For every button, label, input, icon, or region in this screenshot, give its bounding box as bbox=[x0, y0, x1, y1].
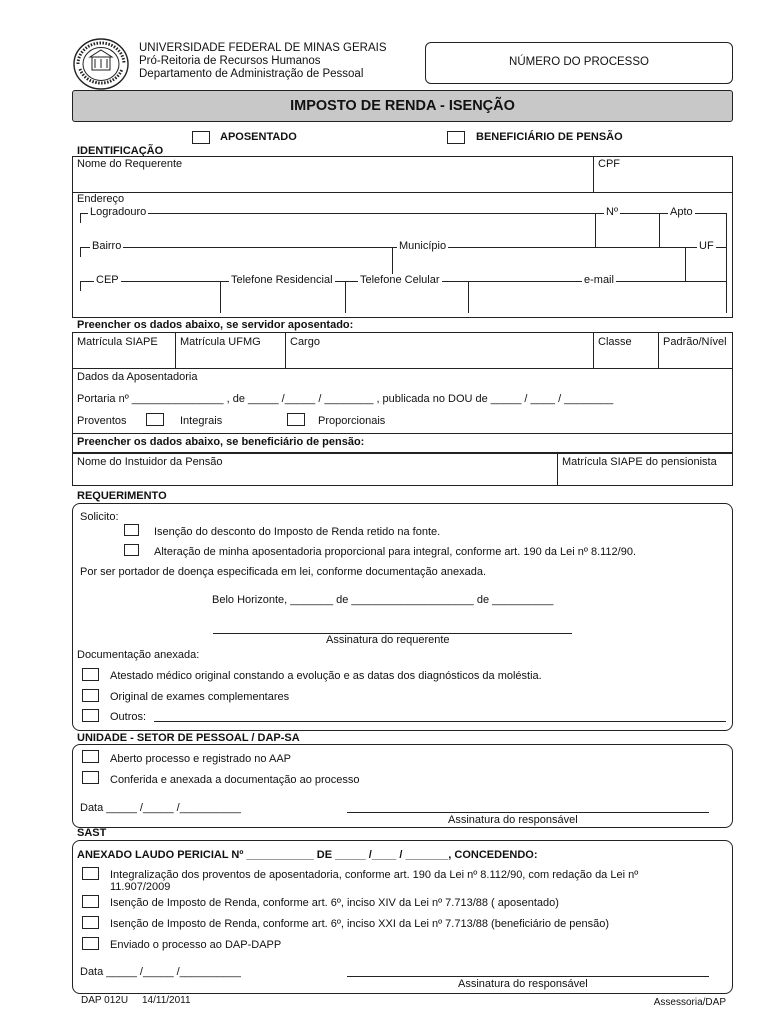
exames-label: Original de exames complementares bbox=[110, 691, 290, 703]
exames-checkbox[interactable] bbox=[82, 689, 99, 702]
aposentado-checkbox[interactable] bbox=[192, 131, 210, 144]
atestado-checkbox[interactable] bbox=[82, 668, 99, 681]
uf-label: UF bbox=[699, 240, 714, 252]
title-bar bbox=[72, 90, 733, 122]
isencao-desconto-label: Isenção do desconto do Imposto de Renda retido na fonte. bbox=[154, 526, 441, 538]
endereco-label: Endereço bbox=[77, 193, 125, 205]
unidade-heading: UNIDADE - SETOR DE PESSOAL / DAP-SA bbox=[77, 732, 300, 744]
departamento: Departamento de Administração de Pessoal bbox=[139, 68, 364, 80]
isencao-aposentado-label: Isenção de Imposto de Renda, conforme art. 6º, inciso XIV da Lei nº 7.713/88 ( aposentado) bbox=[110, 897, 559, 909]
cargo-label: Cargo bbox=[290, 336, 320, 348]
sast-data-line: Data _____ /_____ /__________ bbox=[80, 966, 241, 978]
bairro-label: Bairro bbox=[92, 240, 122, 252]
integrais-label: Integrais bbox=[180, 415, 223, 427]
pro-reitoria: Pró-Reitoria de Recursos Humanos bbox=[139, 55, 321, 67]
beneficiario-checkbox[interactable] bbox=[447, 131, 465, 144]
integralizacao-label: Integralização dos proventos de aposentadoria, conforme art. 190 da Lei nº 8.112/90, com redação da Lei nº bbox=[110, 869, 639, 881]
form-code: DAP 012U bbox=[81, 995, 129, 1006]
beneficiario-label: BENEFICIÁRIO DE PENSÃO bbox=[476, 131, 623, 143]
padrao-nivel-label: Padrão/Nível bbox=[663, 336, 727, 348]
cpf-label: CPF bbox=[598, 158, 620, 170]
identificacao-section bbox=[72, 156, 733, 318]
enviado-processo-label: Enviado o processo ao DAP-DAPP bbox=[110, 939, 282, 951]
unidade-data-line: Data _____ /_____ /__________ bbox=[80, 802, 241, 814]
enviado-processo-checkbox[interactable] bbox=[82, 937, 99, 950]
local-data-line: Belo Horizonte, _______ de ____________________ de __________ bbox=[212, 594, 554, 606]
pensao-heading: Preencher os dados abaixo, se beneficiário de pensão: bbox=[77, 436, 365, 448]
portaria-line: Portaria nº _______________ , de _____ /_____ / ________ , publicada no DOU de _____ / ____ / ________ bbox=[77, 393, 614, 405]
matricula-siape-label: Matrícula SIAPE bbox=[77, 336, 158, 348]
outros-line bbox=[154, 721, 726, 722]
isencao-aposentado-checkbox[interactable] bbox=[82, 895, 99, 908]
alteracao-aposentadoria-label: Alteração de minha aposentadoria proporcional para integral, conforme art. 190 da Lei nº 8.112/90. bbox=[154, 546, 637, 558]
nome-instuidor-label: Nome do Instuidor da Pensão bbox=[77, 456, 223, 468]
unidade-assinatura-line bbox=[347, 812, 709, 813]
isencao-desconto-checkbox[interactable] bbox=[124, 524, 139, 536]
conferida-label: Conferida e anexada a documentação ao processo bbox=[110, 774, 360, 786]
matricula-pensionista-label: Matrícula SIAPE do pensionista bbox=[562, 456, 717, 468]
sast-assinatura-label: Assinatura do responsável bbox=[458, 978, 588, 990]
aberto-processo-label: Aberto processo e registrado no AAP bbox=[110, 753, 291, 765]
university-name: UNIVERSIDADE FEDERAL DE MINAS GERAIS bbox=[139, 42, 387, 54]
footer-assessoria: Assessoria/DAP bbox=[653, 997, 726, 1008]
page-title: IMPOSTO DE RENDA - ISENÇÃO bbox=[290, 98, 515, 114]
apto-label: Apto bbox=[670, 206, 693, 218]
nome-requerente-label: Nome do Requerente bbox=[77, 158, 183, 170]
aposentado-heading: Preencher os dados abaixo, se servidor aposentado: bbox=[77, 319, 354, 331]
documentacao-anexada-label: Documentação anexada: bbox=[77, 649, 200, 661]
requerimento-heading: REQUERIMENTO bbox=[77, 490, 167, 502]
outros-label: Outros: bbox=[110, 711, 147, 723]
isencao-pensao-checkbox[interactable] bbox=[82, 916, 99, 929]
identificacao-heading: IDENTIFICAÇÃO bbox=[77, 145, 164, 157]
integralizacao-checkbox[interactable] bbox=[82, 867, 99, 880]
portador-doenca-text: Por ser portador de doença especificada em lei, conforme documentação anexada. bbox=[80, 566, 487, 578]
numero-processo-box[interactable] bbox=[425, 42, 733, 84]
conferida-checkbox[interactable] bbox=[82, 771, 99, 784]
email-label: e-mail bbox=[584, 274, 614, 286]
unidade-assinatura-label: Assinatura do responsável bbox=[448, 814, 578, 826]
atestado-label: Atestado médico original constando a evolução e as datas dos diagnósticos da moléstia. bbox=[110, 670, 542, 682]
numero-processo-label: NÚMERO DO PROCESSO bbox=[509, 56, 649, 68]
isencao-pensao-label: Isenção de Imposto de Renda, conforme art. 6º, inciso XXI da Lei nº 7.713/88 (beneficiário de pensão) bbox=[110, 918, 610, 930]
sast-heading: SAST bbox=[77, 827, 107, 839]
dados-aposentadoria-label: Dados da Aposentadoria bbox=[77, 371, 198, 383]
classe-label: Classe bbox=[598, 336, 632, 348]
integrais-checkbox[interactable] bbox=[146, 413, 164, 426]
alteracao-aposentadoria-checkbox[interactable] bbox=[124, 544, 139, 556]
telefone-celular-label: Telefone Celular bbox=[360, 274, 440, 286]
logradouro-label: Logradouro bbox=[90, 206, 147, 218]
aberto-processo-checkbox[interactable] bbox=[82, 750, 99, 763]
aposentado-label: APOSENTADO bbox=[220, 131, 297, 143]
proporcionais-label: Proporcionais bbox=[318, 415, 386, 427]
proventos-label: Proventos bbox=[77, 415, 127, 427]
proporcionais-checkbox[interactable] bbox=[287, 413, 305, 426]
telefone-residencial-label: Telefone Residencial bbox=[231, 274, 333, 286]
numero-label: Nº bbox=[606, 206, 618, 218]
sast-assinatura-line bbox=[347, 976, 709, 977]
solicito-label: Solicito: bbox=[80, 511, 119, 523]
integralizacao-label-cont: 11.907/2009 bbox=[110, 881, 171, 893]
matricula-ufmg-label: Matrícula UFMG bbox=[180, 336, 261, 348]
assinatura-requerente-label: Assinatura do requerente bbox=[326, 634, 450, 646]
ufmg-seal-logo bbox=[72, 37, 130, 91]
cep-label: CEP bbox=[96, 274, 119, 286]
laudo-pericial-line: ANEXADO LAUDO PERICIAL Nº ___________ DE _____ /____ / _______, CONCEDENDO: bbox=[77, 849, 538, 861]
outros-checkbox[interactable] bbox=[82, 709, 99, 722]
municipio-label: Município bbox=[399, 240, 447, 252]
form-date: 14/11/2011 bbox=[142, 995, 191, 1006]
